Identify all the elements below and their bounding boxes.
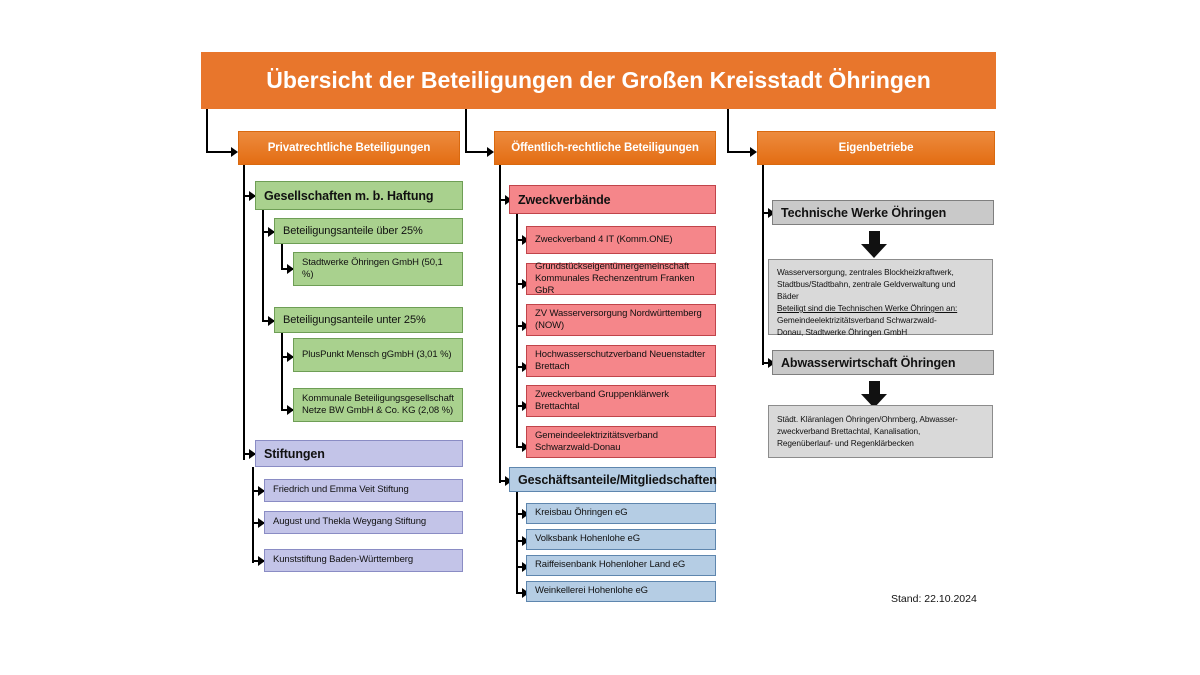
entity-kommunale-beteiligungsgesellschaft-netze-bw — [293, 388, 463, 422]
arrow-title-to-eigenbetriebe — [750, 147, 757, 157]
entity-veit-stiftung-label: Friedrich und Emma Veit Stiftung — [273, 484, 409, 496]
description-technische-werke — [768, 259, 993, 338]
entity-stadtwerke-oehringen-label: Stadtwerke Öhringen GmbH (50,1 %) — [302, 256, 443, 280]
connector-eigenbetriebe-trunk — [762, 165, 764, 365]
description-technische-werke-beteiligt-heading: Beteiligt sind die Technischen Werke Öhringen an: — [777, 303, 958, 314]
connector-title-to-eigenbetriebe-horizontal — [727, 151, 750, 153]
entity-weinkellerei-hohenlohe — [526, 581, 716, 602]
description-technische-werke-line-0: Wasserversorgung, zentrales Blockheizkraftwerk, — [777, 267, 954, 277]
unit-abwasserwirtschaft-oehringen-label: Abwasserwirtschaft Öhringen — [781, 355, 956, 370]
description-abwasserwirtschaft-line-0: Städt. Kläranlagen Öhringen/Ohrnberg, Abwasser- — [777, 414, 958, 424]
category-header-oeffentlich-rechtliche — [494, 131, 716, 165]
group-zweckverbaende-label: Zweckverbände — [518, 192, 611, 207]
group-geschaeftsanteile-mitgliedschaften-label: Geschäftsanteile/Mitgliedschaften — [518, 472, 717, 487]
category-header-privatrechtliche-label: Privatrechtliche Beteiligungen — [267, 141, 431, 154]
category-header-oeffentlich-rechtliche-label: Öffentlich-rechtliche Beteiligungen — [511, 141, 699, 154]
entity-kreisbau-oehringen-label: Kreisbau Öhringen eG — [535, 507, 628, 519]
entity-pluspunkt-mensch — [293, 338, 463, 372]
unit-technische-werke-oehringen — [772, 200, 994, 225]
down-arrow-abwasserwirtschaft-shaft — [869, 381, 880, 395]
entity-kunststiftung-bw — [264, 549, 463, 572]
group-stiftungen — [255, 440, 463, 467]
subgroup-anteile-unter-25-label: Beteiligungsanteile unter 25% — [283, 313, 426, 326]
entity-grundstueckseigentuemergemeinschaft-label: Grundstückseigentümergemeinschaft Kommunales Rechenzentrum Franken GbR — [535, 260, 695, 297]
entity-gemeindeelektrizitaetsverband-schwarzwald-donau-label: Gemeindeelektrizitätsverband Schwarzwald-Donau — [535, 429, 658, 453]
entity-veit-stiftung — [264, 479, 463, 502]
description-technische-werke-line-2: Bäder — [777, 291, 799, 302]
entity-raiffeisenbank-hohenloher-land-label: Raiffeisenbank Hohenloher Land eG — [535, 559, 686, 571]
group-stiftungen-label: Stiftungen — [264, 446, 325, 461]
subgroup-anteile-ueber-25-label: Beteiligungsanteile über 25% — [283, 224, 423, 237]
entity-weygang-stiftung-label: August und Thekla Weygang Stiftung — [273, 516, 427, 528]
unit-abwasserwirtschaft-oehringen — [772, 350, 994, 375]
connector-title-to-private-vertical — [206, 109, 208, 152]
entity-kreisbau-oehringen — [526, 503, 716, 524]
arrow-title-to-public — [487, 147, 494, 157]
chart-title — [201, 52, 996, 109]
connector-public-trunk — [499, 165, 501, 483]
connector-geschaeftsanteile-trunk — [516, 492, 518, 592]
chart-title-text: Übersicht der Beteiligungen der Großen Kreisstadt Öhringen — [266, 66, 931, 93]
description-technische-werke-tail-0: Gemeindeelektrizitätsverband Schwarzwald- — [777, 315, 937, 326]
category-header-eigenbetriebe-label: Eigenbetriebe — [838, 141, 914, 154]
connector-unter25-trunk — [281, 333, 283, 411]
connector-private-trunk — [243, 165, 245, 460]
entity-hochwasserschutzverband-brettach-label: Hochwasserschutzverband Neuenstadter Brettach — [535, 348, 706, 372]
description-technische-werke-tail-1: Donau, Stadtwerke Öhringen GmbH — [777, 327, 908, 338]
subgroup-anteile-unter-25 — [274, 307, 463, 333]
entity-hochwasserschutzverband-brettach — [526, 345, 716, 377]
group-gesellschaften — [255, 181, 463, 210]
down-arrow-technische-werke-shaft — [869, 231, 880, 245]
entity-weinkellerei-hohenlohe-label: Weinkellerei Hohenlohe eG — [535, 585, 648, 597]
subgroup-anteile-ueber-25 — [274, 218, 463, 244]
stand-date: Stand: 22.10.2024 — [891, 593, 977, 605]
entity-volksbank-hohenlohe — [526, 529, 716, 550]
entity-zv-wasserversorgung-now — [526, 304, 716, 336]
entity-gruppenklaerwerk-brettachtal — [526, 385, 716, 417]
down-arrow-technische-werke-head — [861, 244, 887, 258]
category-header-eigenbetriebe — [757, 131, 995, 165]
entity-stadtwerke-oehringen — [293, 252, 463, 286]
entity-volksbank-hohenlohe-label: Volksbank Hohenlohe eG — [535, 533, 641, 545]
description-abwasserwirtschaft — [768, 405, 993, 458]
entity-kommunale-beteiligungsgesellschaft-netze-bw-label: Kommunale Beteiligungsgesellschaft Netze BW GmbH & Co. KG (2,08 %) — [302, 392, 454, 416]
entity-pluspunkt-mensch-label: PlusPunkt Mensch gGmbH (3,01 %) — [302, 348, 452, 360]
connector-title-to-eigenbetriebe-vertical — [727, 109, 729, 152]
connector-stiftungen-trunk — [252, 467, 254, 563]
entity-gemeindeelektrizitaetsverband-schwarzwald-donau — [526, 426, 716, 458]
connector-zweckverbaende-trunk — [516, 214, 518, 448]
entity-zweckverband-4it-label: Zweckverband 4 IT (Komm.ONE) — [535, 233, 673, 245]
group-gesellschaften-label: Gesellschaften m. b. Haftung — [264, 188, 434, 203]
description-technische-werke-line-1: Stadtbus/Stadtbahn, zentrale Geldverwaltung und — [777, 279, 956, 290]
entity-zweckverband-4it — [526, 226, 716, 254]
description-abwasserwirtschaft-line-1: zweckverband Brettachtal, Kanalisation, — [777, 426, 921, 437]
connector-gesellschaften-trunk — [262, 210, 264, 322]
category-header-privatrechtliche — [238, 131, 460, 165]
group-geschaeftsanteile-mitgliedschaften — [509, 467, 716, 492]
connector-ueber25-trunk — [281, 244, 283, 270]
entity-zv-wasserversorgung-now-label: ZV Wasserversorgung Nordwürttemberg (NOW) — [535, 307, 702, 331]
entity-weygang-stiftung — [264, 511, 463, 534]
down-arrow-technische-werke — [861, 231, 887, 259]
entity-raiffeisenbank-hohenloher-land — [526, 555, 716, 576]
unit-technische-werke-oehringen-label: Technische Werke Öhringen — [781, 205, 947, 220]
arrow-title-to-private — [231, 147, 238, 157]
entity-kunststiftung-bw-label: Kunststiftung Baden-Württemberg — [273, 554, 413, 566]
entity-grundstueckseigentuemergemeinschaft — [526, 260, 716, 297]
connector-title-to-public-horizontal — [465, 151, 487, 153]
connector-title-to-public-vertical — [465, 109, 467, 152]
description-abwasserwirtschaft-line-2: Regenüberlauf- und Regenklärbecken — [777, 438, 914, 449]
connector-title-to-private-horizontal — [206, 151, 231, 153]
group-zweckverbaende — [509, 185, 716, 214]
entity-gruppenklaerwerk-brettachtal-label: Zweckverband Gruppenklärwerk Brettachtal — [535, 388, 669, 412]
